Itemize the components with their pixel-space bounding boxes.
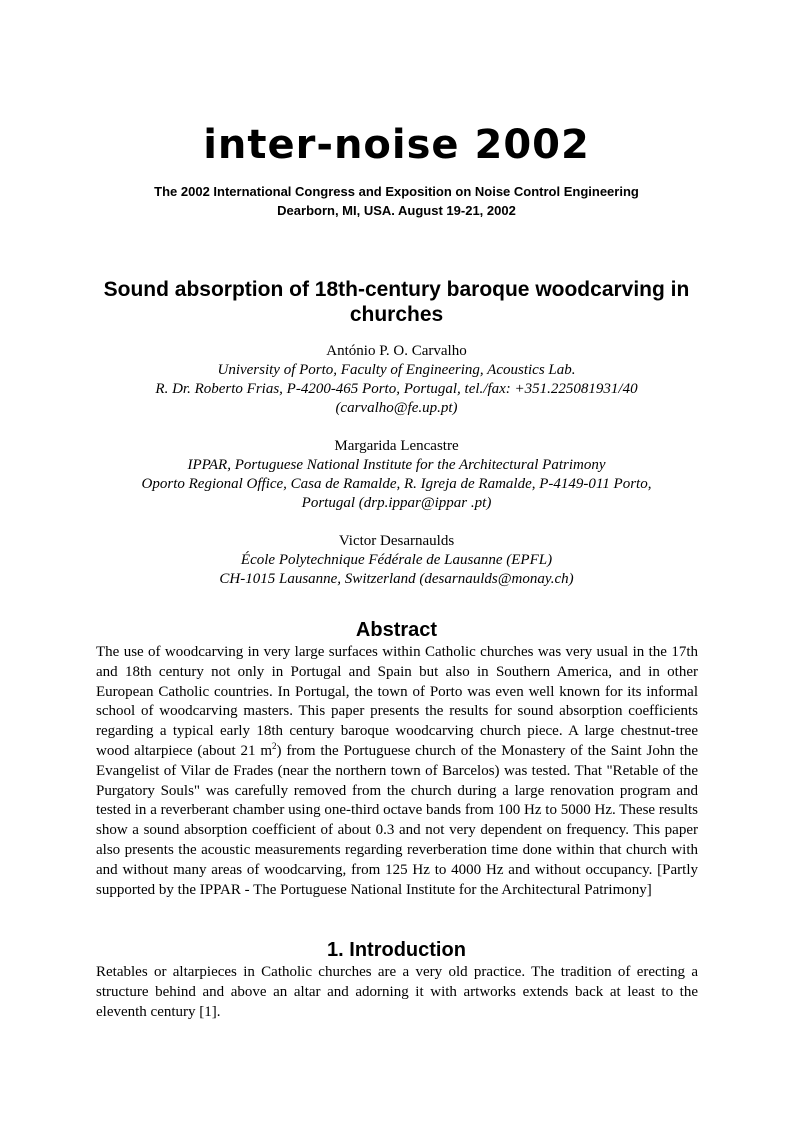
paper-title: Sound absorption of 18th-century baroque woodcarving in churches xyxy=(103,278,690,326)
author-address: Oporto Regional Office, Casa de Ramalde, R. Igreja de Ramalde, P-4149-011 Porto, xyxy=(141,476,652,492)
introduction-heading: 1. Introduction xyxy=(327,939,466,961)
author-name: Margarida Lencastre xyxy=(334,438,459,454)
author-affiliation: IPPAR, Portuguese National Institute for the Architectural Patrimony xyxy=(187,457,606,473)
author-affiliation: University of Porto, Faculty of Engineering, Acoustics Lab. xyxy=(217,362,576,378)
author-block xyxy=(40,437,753,513)
abstract-text xyxy=(96,643,698,900)
abstract-text-part1: The use of woodcarving in very large surfaces within Catholic churches was very usual in the 17th and 18th century not only in Portugal and Spain but also in Southern America, and in other European Catholic countries. In Portugal, the town of Porto was even well known for its informal school of woodcarving masters. This paper presents the results for sound absorption coefficients regarding a typical early 18th century baroque woodcarving church piece. A large chestnut-tree wood altarpiece (about 21 m xyxy=(96,644,698,759)
abstract-heading: Abstract xyxy=(355,619,438,641)
conference-name: The 2002 International Congress and Exposition on Noise Control Engineering xyxy=(154,184,639,199)
author-address: CH-1015 Lausanne, Switzerland (desarnaulds@monay.ch) xyxy=(219,571,574,587)
author-affiliation: École Polytechnique Fédérale de Lausanne (EPFL) xyxy=(240,552,553,568)
superscript-2: 2 xyxy=(272,740,277,751)
abstract-text-part2: ) from the Portuguese church of the Monastery of the Saint John the Evangelist of Vilar de Frades (near the northern town of Barcelos) was tested. That "Retable of the Purgatory Souls" was carefully removed from the church during a large renovation program and tested in a reverberant chamber using one-third octave bands from 100 Hz to 5000 Hz. These results show a sound absorption coefficient of about 0.3 and not very dependent on frequency. This paper also presents the acoustic measurements regarding reverberation time done within that church with and without many areas of woodcarving, from 125 Hz to 4000 Hz and without occupancy. [Partly supported by the IPPAR - The Portuguese National Institute for the Architectural Patrimony] xyxy=(96,742,698,898)
conference-logo: inter-noise 2002 xyxy=(203,122,590,168)
author-email: (carvalho@fe.up.pt) xyxy=(335,400,458,416)
author-list xyxy=(40,342,753,608)
introduction-text: Retables or altarpieces in Catholic churches are a very old practice. The tradition of erecting a structure behind and above an altar and adorning it with artworks extends back at least to the eleventh century [1]. xyxy=(96,964,698,1020)
author-block xyxy=(40,342,753,418)
author-address: R. Dr. Roberto Frias, P-4200-465 Porto, Portugal, tel./fax: +351.225081931/40 xyxy=(155,381,638,397)
author-block xyxy=(40,532,753,589)
author-email: Portugal (drp.ippar@ippar .pt) xyxy=(301,495,492,511)
conference-location-date: Dearborn, MI, USA. August 19-21, 2002 xyxy=(277,203,516,218)
author-name: Victor Desarnaulds xyxy=(338,533,455,549)
conference-info xyxy=(0,182,793,220)
author-name: António P. O. Carvalho xyxy=(326,343,467,359)
